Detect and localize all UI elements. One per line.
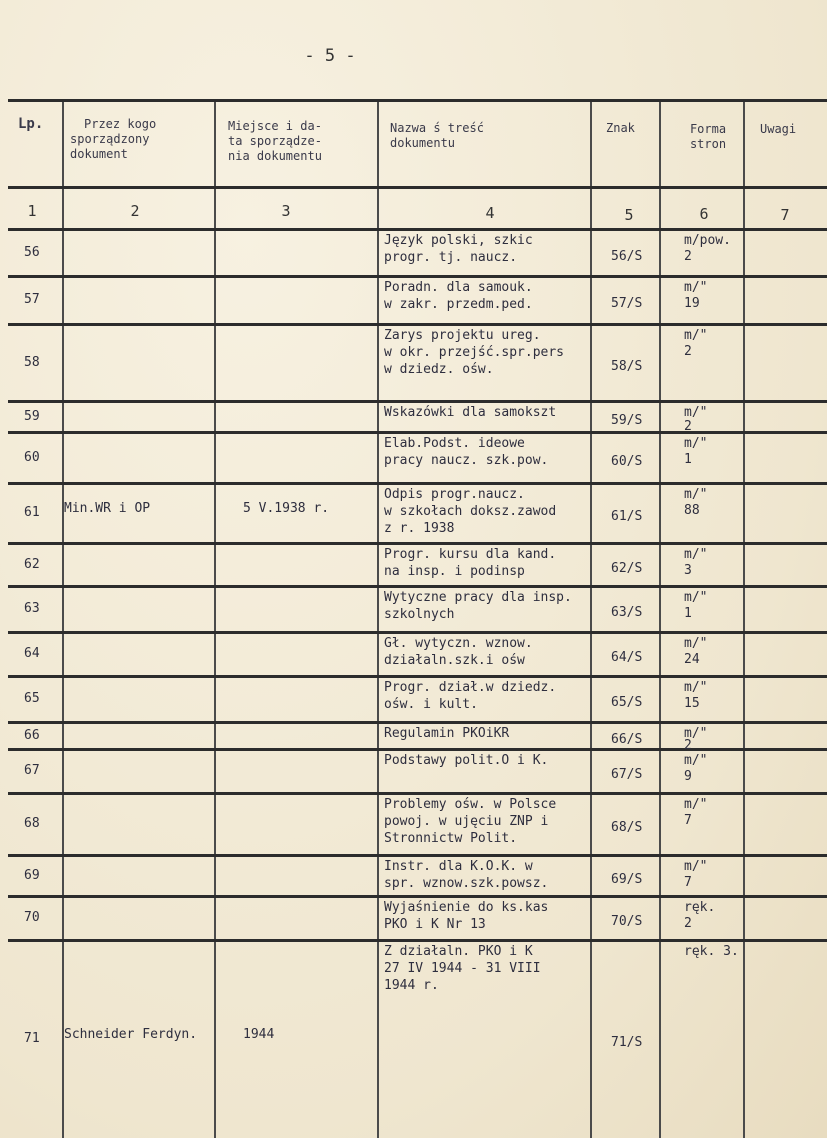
row-form-line: m/pow. (684, 233, 731, 248)
row-form-line: 7 (684, 813, 692, 828)
row-sign: 58/S (611, 358, 643, 374)
row-sign: 66/S (611, 731, 643, 747)
row-number: 60 (24, 449, 40, 465)
row-title-line: szkolnych (384, 607, 455, 622)
row-title-line: Podstawy polit.O i K. (384, 753, 549, 768)
row-title-line: Problemy ośw. w Polsce (384, 797, 557, 812)
row-sign: 65/S (611, 695, 643, 710)
header-title-line: dokumentu (390, 136, 456, 150)
row-title-line: Instr. dla K.O.K. w (384, 859, 533, 874)
row-sign: 56/S (611, 248, 643, 264)
row-place-date: 5 V.1938 r. (243, 501, 330, 516)
row-rule (8, 542, 827, 545)
row-form-line: 1 (684, 452, 692, 467)
row-form-line: m/" (684, 436, 708, 451)
row-number: 59 (24, 408, 40, 424)
row-title-line: Odpis progr.naucz. (384, 487, 525, 502)
row-author: Schneider Ferdyn. (64, 1026, 198, 1042)
row-title-line: w szkołach doksz.zawod (384, 504, 557, 519)
row-number: 62 (24, 556, 40, 572)
header-form-line: stron (689, 137, 727, 151)
column-rule (659, 100, 661, 1138)
row-form-line: 15 (684, 696, 700, 711)
row-sign: 69/S (611, 871, 643, 887)
row-sign: 59/S (611, 412, 643, 428)
header-bottom-rule (8, 186, 827, 189)
column-number: 5 (624, 206, 634, 224)
row-title-line: w okr. przejść.spr.pers (384, 345, 565, 360)
header-author-line: dokument (70, 147, 128, 161)
row-rule (8, 323, 827, 326)
row-number: 70 (24, 910, 40, 925)
row-title-line: Zarys projektu ureg. (384, 328, 541, 343)
row-author: Min.WR i OP (64, 501, 151, 516)
row-rule (8, 854, 827, 857)
row-form-line: ręk. (684, 900, 716, 915)
row-title-line: spr. wznow.szk.powsz. (384, 876, 549, 891)
row-title-line: Język polski, szkic (384, 233, 533, 248)
column-number-rule (8, 228, 827, 231)
header-title (390, 121, 580, 151)
header-top-rule (8, 99, 827, 102)
row-rule (8, 721, 827, 724)
row-form-line: m/" (684, 590, 708, 605)
row-title-line: Wyjaśnienie do ks.kas (384, 900, 549, 915)
row-form-line: m/" (684, 753, 708, 768)
row-sign: 57/S (611, 296, 643, 311)
row-number: 67 (24, 763, 40, 778)
row-number: 56 (24, 244, 40, 260)
row-form-line: 88 (684, 503, 700, 518)
row-number: 69 (24, 867, 40, 883)
row-number: 57 (24, 292, 40, 307)
header-notes: Uwagi (760, 122, 797, 136)
row-number: 71 (24, 1030, 40, 1046)
row-title-line: Regulamin PKOiKR (384, 726, 510, 741)
row-title-line: w zakr. przedm.ped. (384, 297, 533, 312)
row-rule (8, 792, 827, 795)
row-number: 58 (24, 354, 40, 370)
column-number: 7 (780, 206, 790, 224)
column-number: 6 (699, 205, 709, 223)
row-title-line: Gł. wytyczn. wznow. (384, 636, 533, 651)
row-form-line: ręk. 3. (684, 944, 739, 959)
row-form-line: 7 (684, 875, 692, 890)
row-sign: 68/S (611, 820, 643, 835)
row-rule (8, 275, 827, 278)
header-sign: Znak (606, 121, 635, 135)
row-form-line: 9 (684, 769, 692, 784)
column-rule (377, 100, 379, 1138)
row-rule (8, 585, 827, 588)
row-form-line: m/" (684, 636, 708, 651)
column-number: 4 (485, 204, 495, 222)
row-title-line: na insp. i podinsp (384, 564, 525, 579)
row-sign: 71/S (611, 1034, 643, 1050)
row-title-line: Poradn. dla samouk. (384, 280, 533, 295)
row-title-line: ośw. i kult. (384, 697, 478, 712)
row-form-line: 19 (684, 296, 700, 311)
row-rule (8, 631, 827, 634)
row-title-line: Elab.Podst. ideowe (384, 436, 525, 451)
column-number: 1 (27, 202, 37, 220)
column-number: 2 (130, 202, 140, 220)
row-title-line: Wytyczne pracy dla insp. (384, 590, 572, 605)
header-form (676, 122, 740, 152)
header-author-line: Przez kogo (84, 117, 157, 131)
row-form-line: 2 (684, 249, 692, 264)
row-number: 65 (24, 691, 40, 706)
row-title-line: Wskazówki dla samokszt (384, 405, 557, 420)
row-title-line: powoj. w ujęciu ZNP i (384, 814, 549, 829)
row-form-line: m/" (684, 797, 708, 812)
row-rule (8, 482, 827, 485)
row-number: 66 (24, 728, 40, 743)
row-form-line: 2 (684, 418, 692, 434)
row-title-line: 27 IV 1944 - 31 VIII (384, 961, 541, 976)
row-rule (8, 400, 827, 403)
row-rule (8, 748, 827, 751)
header-form-line: Forma (689, 122, 727, 136)
row-title-line: progr. tj. naucz. (384, 250, 518, 265)
column-number: 3 (281, 202, 291, 220)
row-title-line: Z działaln. PKO i K (384, 944, 533, 959)
row-title-line: z r. 1938 (384, 521, 455, 536)
row-form-line: m/" (684, 328, 708, 343)
row-form-line: 2 (684, 737, 692, 753)
header-lp: Lp. (18, 116, 44, 132)
row-sign: 63/S (611, 605, 643, 620)
row-title-line: Progr. dział.w dziedz. (384, 680, 557, 695)
column-rule (62, 100, 64, 1138)
column-rule (743, 100, 745, 1138)
row-form-line: m/" (684, 547, 708, 562)
row-form-line: m/" (684, 405, 708, 420)
row-form-line: m/" (684, 859, 708, 874)
header-place-date-line: Miejsce i da- (228, 119, 322, 133)
row-title-line: PKO i K Nr 13 (384, 917, 486, 932)
row-form-line: 2 (684, 344, 692, 359)
header-place-date-line: ta sporządze- (228, 134, 322, 148)
row-title-line: Stronnictw Polit. (384, 831, 518, 846)
row-rule (8, 675, 827, 678)
page-number: - 5 - (304, 46, 356, 66)
row-title-line: w dziedz. ośw. (384, 362, 494, 377)
row-form-line: 3 (684, 563, 692, 578)
column-rule (590, 100, 592, 1138)
row-sign: 70/S (611, 914, 643, 929)
row-form-line: 2 (684, 916, 692, 931)
row-form-line: m/" (684, 487, 708, 502)
row-title-line: działaln.szk.i ośw (384, 653, 525, 668)
row-form-line: 24 (684, 652, 700, 667)
row-number: 68 (24, 816, 40, 831)
header-author (70, 117, 210, 162)
row-form-line: 1 (684, 606, 692, 621)
row-title-line: 1944 r. (384, 978, 439, 993)
row-title-line: Progr. kursu dla kand. (384, 547, 557, 562)
row-rule (8, 895, 827, 898)
row-sign: 64/S (611, 650, 643, 665)
header-place-date-line: nia dokumentu (228, 149, 322, 163)
row-number: 64 (24, 646, 40, 661)
row-sign: 60/S (611, 453, 643, 469)
row-rule (8, 431, 827, 434)
row-form-line: m/" (684, 680, 708, 695)
row-title-line: pracy naucz. szk.pow. (384, 453, 549, 468)
row-sign: 61/S (611, 509, 643, 524)
row-form-line: m/" (684, 280, 708, 295)
column-rule (214, 100, 216, 1138)
row-number: 61 (24, 505, 40, 520)
row-form-line: m/" (684, 726, 708, 741)
row-rule (8, 939, 827, 942)
row-sign: 67/S (611, 767, 643, 782)
row-sign: 62/S (611, 560, 643, 576)
header-author-line: sporządzony (70, 132, 150, 146)
header-title-line: Nazwa ś treść (390, 121, 484, 135)
row-number: 63 (24, 601, 40, 616)
header-place-date (228, 119, 378, 164)
row-place-date: 1944 (243, 1026, 275, 1042)
